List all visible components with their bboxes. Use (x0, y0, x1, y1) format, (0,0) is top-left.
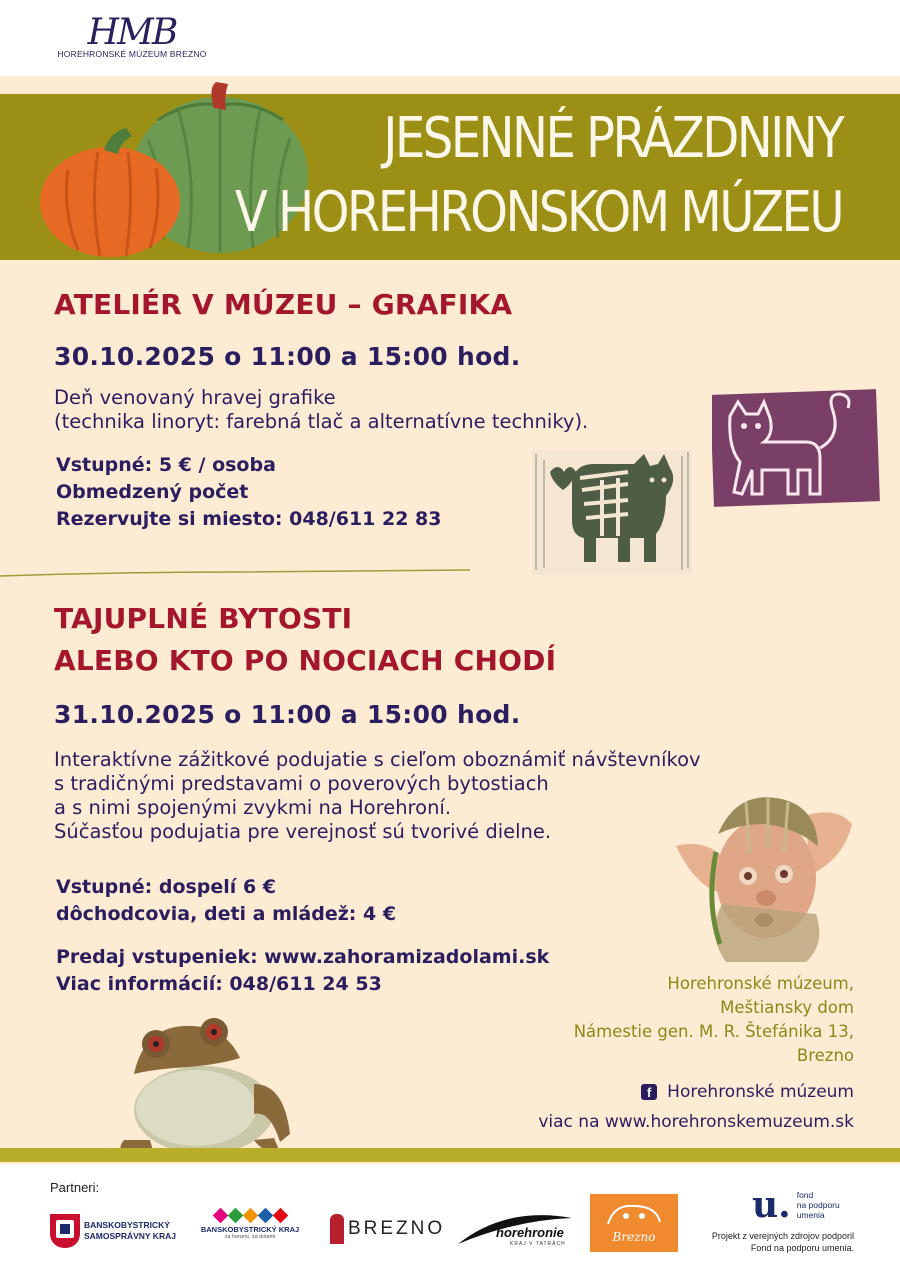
facebook-link[interactable] (641, 1082, 854, 1102)
bbsk-name-2: SAMOSPRÁVNY KRAJ (84, 1231, 176, 1241)
headline-line-2: V HOREHRONSKOM MÚZEU (234, 180, 842, 245)
partner-horehronie-logo (456, 1210, 574, 1250)
event2-description (54, 748, 701, 844)
event2-date: 31.10.2025 o 11:00 a 15:00 hod. (54, 700, 521, 729)
event1-reserve: Rezervujte si miesto: 048/611 22 83 (56, 508, 442, 530)
fond-note-line-2: Fond na podporu umenia. (750, 1243, 854, 1253)
event2-title (54, 598, 556, 682)
venue-address (574, 972, 854, 1068)
poster-headline (235, 102, 842, 250)
event2-desc-line-1: Interaktívne zážitkové podujatie s cieľom oboznámiť návštevníkov (54, 748, 701, 771)
event2-prices (56, 874, 396, 928)
address-line-3: Námestie gen. M. R. Štefánika 13, (573, 1022, 854, 1041)
partner-fond-logo (752, 1184, 840, 1226)
event1-description (54, 386, 588, 434)
footer-band (0, 1148, 900, 1162)
bbsk-shield-icon (50, 1214, 80, 1248)
event2-tickets-link[interactable]: Predaj vstupeniek: www.zahoramizadolami.sk (56, 946, 550, 968)
event1-info (56, 452, 442, 533)
partner-bb-kraj-logo (192, 1210, 308, 1240)
event1-date: 30.10.2025 o 11:00 a 15:00 hod. (54, 342, 521, 371)
event1-title: ATELIÉR V MÚZEU – GRAFIKA (54, 288, 513, 321)
event2-desc-line-2: s tradičnými predstavami o poverových bytostiach (54, 772, 549, 795)
horehronie-name: horehronie (496, 1225, 564, 1240)
event2-price-reduced: dôchodcovia, deti a mládež: 4 € (56, 903, 397, 925)
event2-more-info: Viac informácií: 048/611 24 53 (56, 973, 382, 995)
event1-desc-line-2: (technika linoryt: farebná tlač a alternatívne techniky). (54, 410, 589, 433)
event2-contacts (56, 944, 549, 998)
festival-name: Brezno (612, 1230, 656, 1244)
goblin-figure-photo (676, 794, 854, 962)
kraj-slogan: za horami, za dolami (224, 1234, 276, 1240)
facebook-label: Horehronské múzeum (667, 1082, 854, 1102)
headline-line-1: JESENNÉ PRÁZDNINY (383, 106, 842, 171)
event1-limited: Obmedzený počet (56, 481, 249, 503)
partners-label: Partneri: (50, 1180, 100, 1195)
museum-logo (52, 14, 212, 59)
website-link[interactable]: viac na www.horehronskemuzeum.sk (538, 1112, 854, 1132)
section-divider (0, 568, 480, 580)
fond-note-line-1: Projekt z verejných zdrojov podporil (711, 1231, 854, 1241)
purple-cat-print (712, 386, 880, 510)
horehronie-slogan: KRAJ V TATRÁCH (510, 1241, 566, 1247)
event2-desc-line-4: Súčasťou podujatia pre verejnosť sú tvorivé dielne. (54, 820, 552, 843)
partner-brezno-logo (330, 1214, 445, 1244)
event2-price-adults: Vstupné: dospelí 6 € (56, 876, 276, 898)
event2-title-line-1: TAJUPLNÉ BYTOSTI (54, 602, 353, 635)
partner-bbsk-logo (50, 1214, 176, 1248)
logo-mark: HMB (87, 12, 177, 53)
event2-title-line-2: ALEBO KTO PO NOCIACH CHODÍ (54, 644, 557, 677)
fond-text-1: fond (796, 1190, 814, 1200)
fond-support-note (712, 1230, 854, 1254)
event1-price: Vstupné: 5 € / osoba (56, 454, 276, 476)
partner-brezno-festival-logo (590, 1194, 678, 1252)
brezno-name: BREZNO (348, 1218, 446, 1239)
fond-text-3: umenia (796, 1210, 825, 1220)
address-line-1: Horehronské múzeum, (667, 974, 854, 993)
logo-subtitle: HOREHRONSKÉ MÚZEUM BREZNO (57, 49, 207, 59)
address-line-2: Meštiansky dom (720, 998, 854, 1017)
kraj-diamonds-icon (192, 1210, 308, 1221)
brezno-tower-icon (330, 1214, 344, 1244)
bbsk-name-1: BANSKOBYSTRICKÝ (84, 1220, 170, 1230)
event1-desc-line-1: Deň venovaný hravej grafike (54, 386, 336, 409)
event2-desc-line-3: a s nimi spojenými zvykmi na Horehroní. (54, 796, 452, 819)
kraj-name: BANSKOBYSTRICKÝ KRAJ (200, 1225, 300, 1234)
frog-figure-photo (114, 1014, 294, 1158)
fond-mark: u. (752, 1184, 791, 1226)
fond-text-2: na podporu (796, 1200, 840, 1210)
festival-drawing-icon (604, 1200, 664, 1230)
green-cat-print (532, 450, 692, 575)
address-line-4: Brezno (796, 1046, 854, 1065)
facebook-icon: f (641, 1084, 657, 1100)
